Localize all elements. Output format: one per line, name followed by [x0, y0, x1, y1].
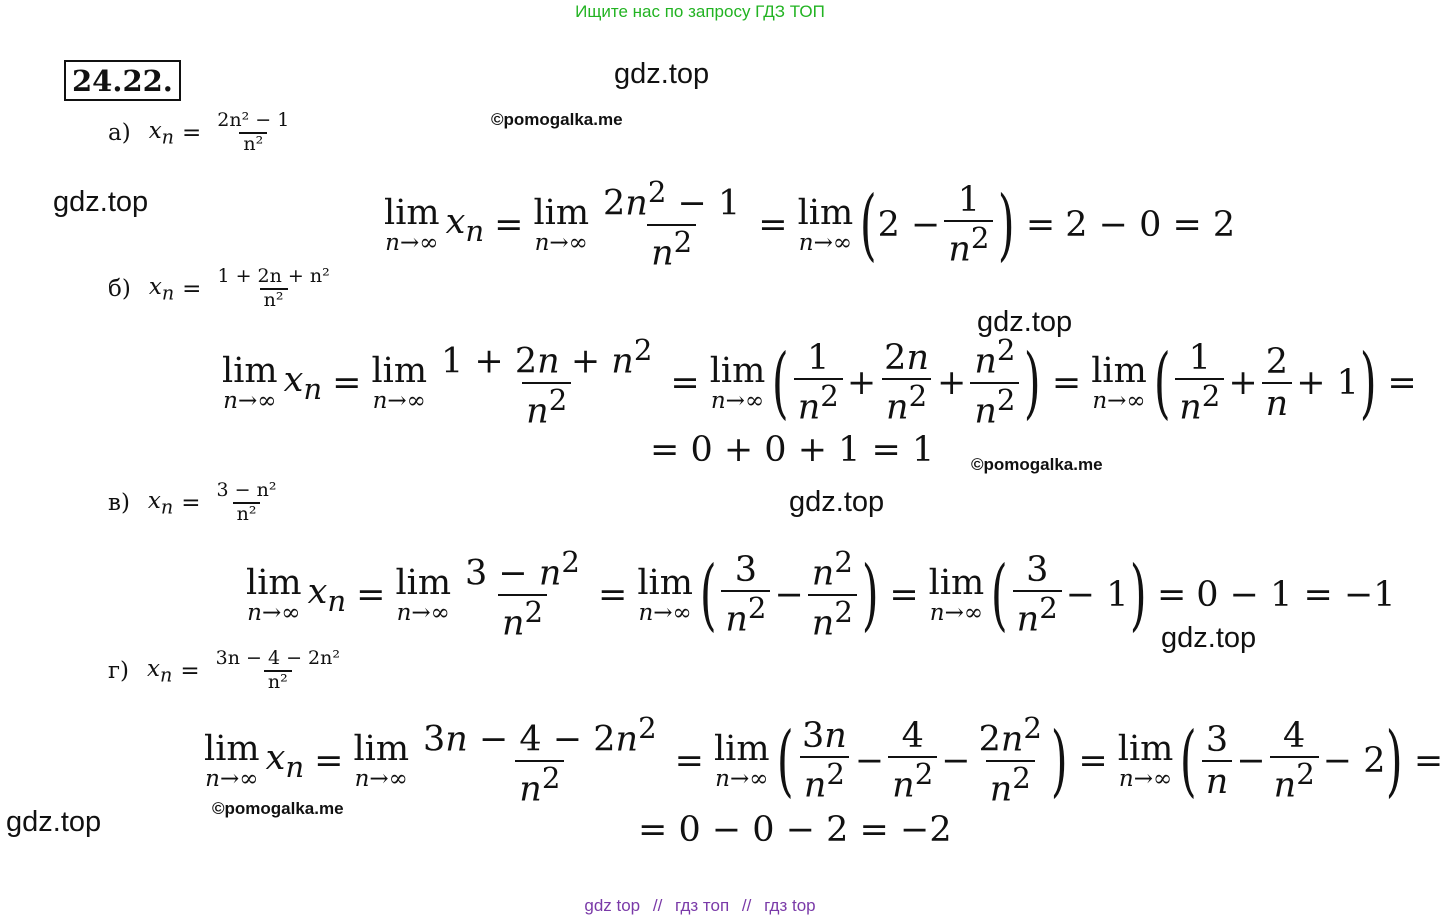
definition-fraction: $\frac{\text{2n² − 1}}{\text{n²}}$: [217, 109, 290, 155]
part-d-definition: г) $x_n$ = $\frac{\text{3n − 4 − 2n²}}{\text{n²}}$: [108, 648, 348, 694]
part-c-definition: в) $x_n$ = $\frac{\text{3 − n²}}{\text{n²}}$: [108, 480, 284, 526]
part-label: г): [108, 657, 130, 684]
part-b-limit: lim n→∞ $x_n$ = lim n→∞ $\frac{1 + 2n + n^2}{n^2}$ = lim n→∞ ( 1 $n^2$ + 2n $n^2$ + $n^2$ $n^2$ ) = lim n→∞ ( 1 $n^2$ + 2 n + 1 ) =: [222, 333, 1417, 432]
problem-number: 24.22.: [64, 60, 181, 101]
footer-separator: //: [741, 896, 752, 915]
result-d: = 0 − 0 − 2 = −2: [638, 810, 952, 850]
part-b-definition: б) $x_n$ = $\frac{\text{1 + 2n + n²}}{\text{n²}}$: [108, 266, 338, 312]
footer-link-gdz-top-mixed[interactable]: гдз top: [764, 896, 816, 915]
search-banner[interactable]: Ищите нас по запросу ГДЗ ТОП: [575, 2, 825, 21]
part-c-limit: lim n→∞ $x_n$ = lim n→∞ $\frac{3 - n^2}{n^2}$ = lim n→∞ ( 3 $n^2$ − $n^2$ $n^2$ ) = lim n→∞ ( 3 $n^2$ − 1 ) = 0 − 1 = −1: [246, 545, 1396, 644]
part-a-limit: lim n→∞ $x_n$ = lim n→∞ $\frac{2n^2 - 1}{n^2}$ = lim n→∞ ( 2 − 1 $n^2$ ) = 2 − 0 = 2: [384, 175, 1236, 274]
watermark-gdz: gdz.top: [614, 58, 710, 90]
watermark-gdz: gdz.top: [789, 486, 885, 518]
part-d-limit: lim n→∞ $x_n$ = lim n→∞ $\frac{3n - 4 - 2n^2}{n^2}$ = lim n→∞ ( 3n $n^2$ − 4 $n^2$ − $2n^2$ $n^2$ ) = lim n→∞ ( 3 n − 4 $n^2$ − 2 ) =: [204, 711, 1444, 810]
part-a-definition: а) $x_n$ = $\frac{\text{2n² − 1}}{\text{n²}}$: [108, 110, 297, 156]
watermark-pomogalka: ©pomogalka.me: [212, 799, 344, 818]
part-label: в): [108, 489, 130, 516]
result-c: 0 − 1 = −1: [1196, 574, 1396, 615]
result-b: = 0 + 0 + 1 = 1: [650, 430, 935, 470]
part-label: а): [108, 119, 131, 146]
footer-link-gdz-top[interactable]: gdz top: [584, 896, 641, 915]
watermark-gdz: gdz.top: [6, 806, 102, 838]
result-a: 2 − 0 = 2: [1065, 204, 1236, 245]
watermark-pomogalka: ©pomogalka.me: [491, 110, 623, 129]
definition-fraction: $\frac{\text{3 − n²}}{\text{n²}}$: [216, 479, 277, 525]
watermark-gdz: gdz.top: [53, 186, 149, 218]
watermark-pomogalka: ©pomogalka.me: [971, 455, 1103, 474]
footer-separator: //: [652, 896, 663, 915]
watermark-gdz: gdz.top: [1161, 622, 1257, 654]
definition-fraction: $\frac{\text{3n − 4 − 2n²}}{\text{n²}}$: [215, 647, 340, 693]
part-label: б): [108, 275, 131, 302]
watermark-gdz: gdz.top: [977, 306, 1073, 338]
definition-fraction: $\frac{\text{1 + 2n + n²}}{\text{n²}}$: [217, 265, 330, 311]
footer-links: [0, 896, 1400, 916]
footer-link-gdz-top-ru[interactable]: гдз топ: [675, 896, 730, 915]
